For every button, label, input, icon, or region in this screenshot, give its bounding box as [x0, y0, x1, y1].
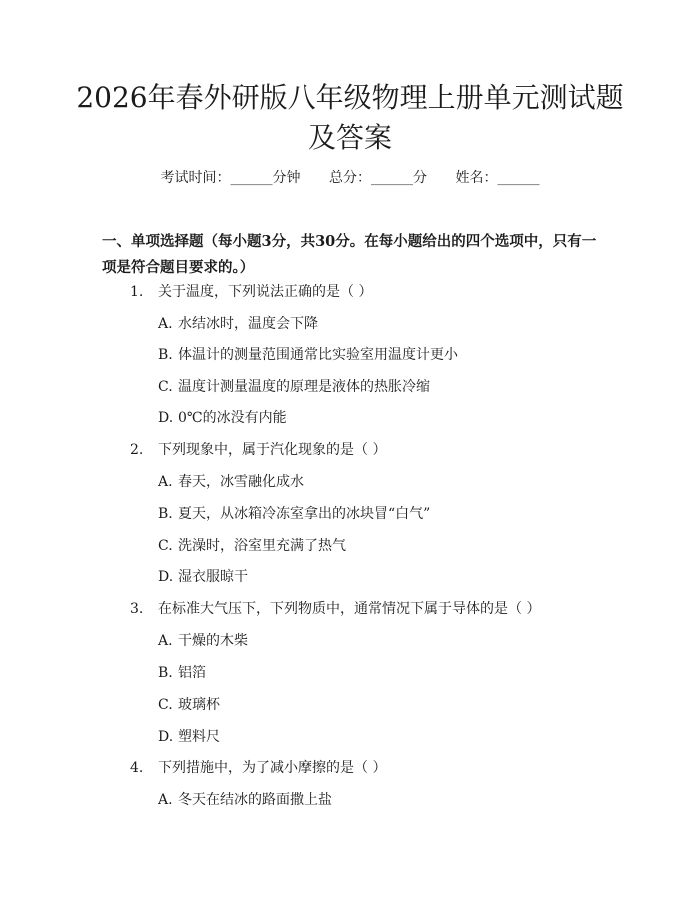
name-field: 姓名：______ [455, 170, 540, 186]
option-text: 冬天在结冰的路面撒上盐 [178, 792, 332, 808]
option-text: 铝箔 [178, 665, 206, 681]
question-1-option-d [158, 408, 287, 428]
option-text: 干燥的木柴 [178, 633, 248, 649]
option-label: D. [158, 729, 174, 745]
option-label: B. [158, 347, 173, 363]
option-text: 0℃的冰没有内能 [178, 410, 287, 426]
question-3-option-a [158, 631, 248, 651]
question-3-option-b [158, 663, 206, 683]
question-text: 下列措施中，为了减小摩擦的是（ ） [158, 760, 387, 776]
question-number: 1. [130, 284, 144, 300]
section-heading: 一、单项选择题（每小题3分，共30分。在每小题给出的四个选项中，只有一项是符合题目要求的。） [102, 233, 597, 276]
title-line-2: 及答案 [307, 121, 392, 154]
question-2-option-c [158, 536, 346, 556]
option-text: 水结冰时，温度会下降 [178, 316, 318, 332]
question-3-option-d [158, 727, 220, 747]
question-1-option-a [158, 314, 318, 334]
option-text: 洗澡时，浴室里充满了热气 [178, 538, 346, 554]
option-text: 玻璃杯 [178, 697, 220, 713]
question-2-option-b [158, 504, 430, 524]
question-1-option-b [158, 345, 458, 365]
question-number: 3. [130, 601, 144, 617]
option-label: A. [158, 792, 173, 808]
question-1 [130, 282, 372, 302]
option-label: C. [158, 697, 173, 713]
option-text: 夏天，从冰箱冷冻室拿出的冰块冒“白气” [178, 506, 431, 522]
option-text: 温度计测量温度的原理是液体的热胀冷缩 [178, 379, 430, 395]
option-text: 塑料尺 [178, 729, 220, 745]
option-text: 体温计的测量范围通常比实验室用温度计更小 [178, 347, 458, 363]
question-number: 4. [130, 760, 144, 776]
question-2-option-a [158, 472, 304, 492]
option-label: C. [158, 538, 173, 554]
option-text: 春天，冰雪融化成水 [178, 474, 304, 490]
option-label: D. [158, 410, 174, 426]
question-2-option-d [158, 567, 248, 587]
question-3-option-c [158, 695, 220, 715]
total-score-field: 总分：______分 [329, 170, 427, 186]
question-text: 下列现象中，属于汽化现象的是（ ） [158, 442, 387, 458]
option-label: A. [158, 633, 173, 649]
question-1-option-c [158, 377, 430, 397]
option-label: D. [158, 569, 174, 585]
question-3 [130, 599, 540, 619]
option-label: A. [158, 474, 173, 490]
exam-time-field: 考试时间：______分钟 [160, 170, 301, 186]
question-text: 关于温度，下列说法正确的是（ ） [158, 284, 373, 300]
question-number: 2. [130, 442, 144, 458]
question-2 [130, 440, 386, 460]
exam-meta [0, 168, 700, 188]
question-4 [130, 758, 386, 778]
option-label: B. [158, 506, 173, 522]
page-title [0, 78, 700, 158]
option-label: C. [158, 379, 173, 395]
option-text: 湿衣服晾干 [178, 569, 248, 585]
option-label: A. [158, 316, 173, 332]
question-4-option-a [158, 790, 332, 810]
title-line-1: 2026年春外研版八年级物理上册单元测试题 [76, 81, 624, 114]
option-label: B. [158, 665, 173, 681]
question-text: 在标准大气压下，下列物质中，通常情况下属于导体的是（ ） [158, 601, 541, 617]
